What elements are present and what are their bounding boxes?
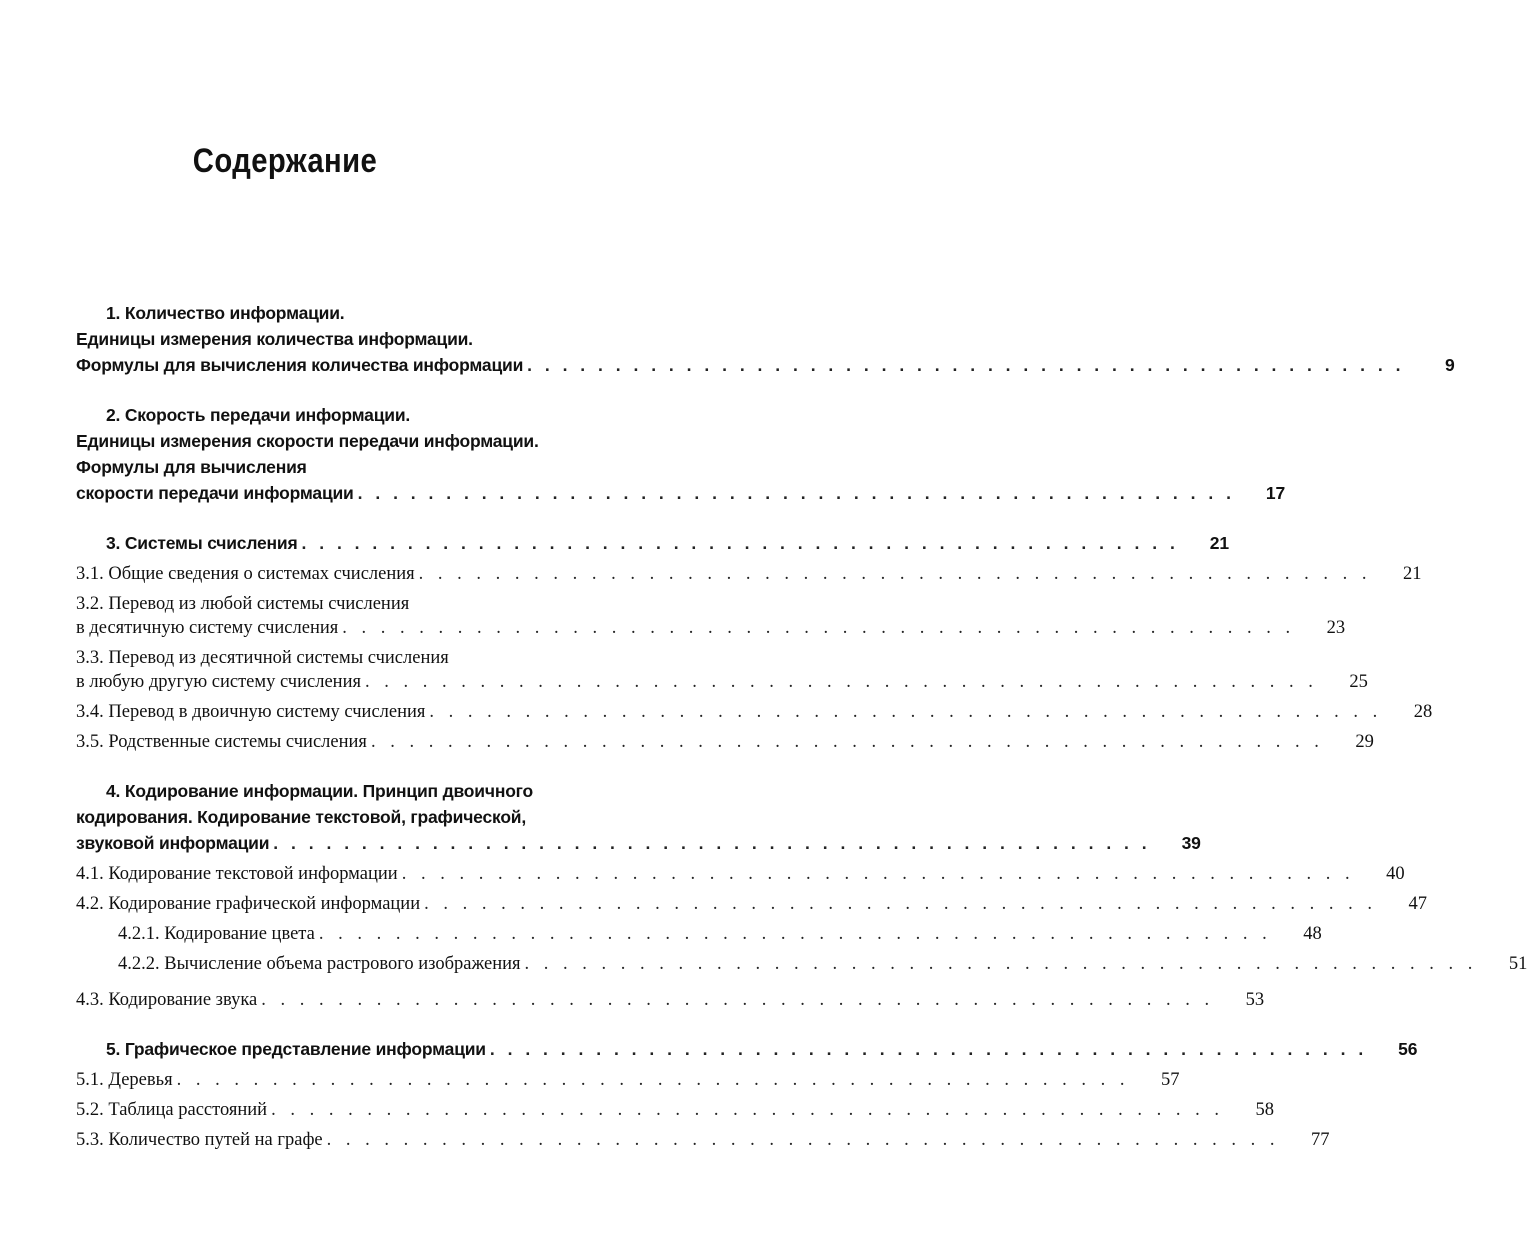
section-1-line-2: Единицы измерения количества информации. [76,329,473,349]
dot-leader: . . . . . . . . . . . . . . . . . . . . . . . . . . . . . . . . . . . . . . . . . . . . . . . . . . [424,894,1377,914]
page-number: 28 [1413,702,1433,722]
toc-section-5 [76,1036,1418,1062]
toc-section-4 [76,778,1201,856]
section-4-line-1: 4. Кодирование информации. Принцип двоичного [106,781,534,801]
dot-leader: . . . . . . . . . . . . . . . . . . . . . . . . . . . . . . . . . . . . . . . . . . . . . . . . . . [429,702,1383,722]
page-number: 77 [1311,1130,1330,1150]
page-number: 48 [1303,924,1322,944]
item-title: в десятичную систему счисления [76,618,339,638]
page-number: 47 [1408,894,1427,914]
item-title: 5.2. Таблица расстояний [76,1100,268,1120]
page-title: Содержание [192,142,378,180]
toc-item-3-2-line-1: 3.2. Перевод из любой системы счисления [76,594,410,614]
dot-leader: . . . . . . . . . . . . . . . . . . . . . . . . . . . . . . . . . . . . . . . . . . . . . . . . . . [527,355,1405,375]
page-number: 40 [1386,864,1405,884]
toc-item-4-2-1 [76,922,1322,946]
page-number: 17 [1265,483,1285,503]
item-title: 4.2.2. Вычисление объема растрового изображения [118,954,521,974]
dot-leader: . . . . . . . . . . . . . . . . . . . . . . . . . . . . . . . . . . . . . . . . . . . . . . . . . . [261,990,1215,1010]
section-2-line-2: Единицы измерения скорости передачи информации. [76,431,539,451]
page-number: 51 [1508,954,1527,974]
dot-leader: . . . . . . . . . . . . . . . . . . . . . . . . . . . . . . . . . . . . . . . . . . . . . . . . . . [370,732,1324,752]
toc-section-2 [76,402,1285,506]
item-title: 5.3. Количество путей на графе [76,1130,323,1150]
item-title: 4.2.1. Кодирование цвета [118,924,315,944]
item-title: в любую другую систему счисления [76,672,361,692]
toc-item-4-2 [76,892,1427,916]
page-number: 29 [1355,732,1374,752]
section-4-subitems [76,862,1527,1012]
section-3-subitems [76,562,1433,754]
toc-item-3-1 [76,562,1422,586]
section-2-line-4: скорости передачи информации [76,483,354,503]
toc-item-4-3 [76,988,1265,1012]
table-of-contents [76,300,1527,1152]
toc-item-4-2-2 [76,952,1527,976]
section-3-title: 3. Системы счисления [106,533,298,553]
toc-item-3-2 [76,616,1346,640]
item-title: 4.1. Кодирование текстовой информации [76,864,398,884]
section-4-line-2: кодирования. Кодирование текстовой, графической, [76,807,527,827]
toc-section-3 [76,530,1229,556]
dot-leader: . . . . . . . . . . . . . . . . . . . . . . . . . . . . . . . . . . . . . . . . . . . . . . . . . . [176,1070,1130,1090]
toc-item-5-2 [76,1098,1274,1122]
page-number: 21 [1209,533,1229,553]
dot-leader: . . . . . . . . . . . . . . . . . . . . . . . . . . . . . . . . . . . . . . . . . . . . . . . . . . [271,1100,1224,1120]
section-2-entry [76,480,1285,506]
dot-leader: . . . . . . . . . . . . . . . . . . . . . . . . . . . . . . . . . . . . . . . . . . . . . . . . . . [418,564,1372,584]
section-3-entry [76,530,1229,556]
dot-leader: . . . . . . . . . . . . . . . . . . . . . . . . . . . . . . . . . . . . . . . . . . . . . . . . . . [318,924,1272,944]
item-title: 4.2. Кодирование графической информации [76,894,421,914]
item-title: 4.3. Кодирование звука [76,990,258,1010]
toc-item-3-4 [76,700,1433,724]
page-number: 39 [1181,833,1201,853]
dot-leader: . . . . . . . . . . . . . . . . . . . . . . . . . . . . . . . . . . . . . . . . . . . . . . . . . . [357,483,1235,503]
page-number: 9 [1444,355,1455,375]
toc-item-3-3 [76,670,1368,694]
section-5-subitems [76,1068,1330,1152]
toc-section-1 [76,300,1455,378]
section-5-title: 5. Графическое представление информации [106,1039,486,1059]
page-number: 21 [1403,564,1422,584]
item-title: 3.5. Родственные системы счисления [76,732,367,752]
item-title: 3.4. Перевод в двоичную систему счисления [76,702,426,722]
toc-item-3-5 [76,730,1374,754]
section-4-entry [76,830,1201,856]
dot-leader: . . . . . . . . . . . . . . . . . . . . . . . . . . . . . . . . . . . . . . . . . . . . . . . . . . [524,954,1478,974]
page-number: 57 [1160,1070,1180,1090]
section-1-line-1: 1. Количество информации. [106,303,345,323]
page-number: 56 [1398,1039,1418,1059]
page-number: 23 [1326,618,1346,638]
section-2-line-3: Формулы для вычисления [76,457,307,477]
page-number: 53 [1245,990,1265,1010]
section-1-line-3: Формулы для вычисления количества информации [76,355,524,375]
section-1-entry [76,352,1455,378]
toc-item-4-1 [76,862,1405,886]
dot-leader: . . . . . . . . . . . . . . . . . . . . . . . . . . . . . . . . . . . . . . . . . . . . . . . . . . [401,864,1355,884]
section-2-line-1: 2. Скорость передачи информации. [106,405,411,425]
dot-leader: . . . . . . . . . . . . . . . . . . . . . . . . . . . . . . . . . . . . . . . . . . . . . . . . . . [301,533,1179,553]
item-title: 3.1. Общие сведения о системах счисления [76,564,415,584]
dot-leader: . . . . . . . . . . . . . . . . . . . . . . . . . . . . . . . . . . . . . . . . . . . . . . . . . . [342,618,1296,638]
page-number: 58 [1255,1100,1274,1120]
toc-item-3-3-line-1: 3.3. Перевод из десятичной системы счисления [76,648,449,668]
section-5-entry [76,1036,1418,1062]
dot-leader: . . . . . . . . . . . . . . . . . . . . . . . . . . . . . . . . . . . . . . . . . . . . . . . . . . [489,1039,1368,1059]
dot-leader: . . . . . . . . . . . . . . . . . . . . . . . . . . . . . . . . . . . . . . . . . . . . . . . . . . [273,833,1151,853]
dot-leader: . . . . . . . . . . . . . . . . . . . . . . . . . . . . . . . . . . . . . . . . . . . . . . . . . . [326,1130,1280,1150]
toc-item-5-3 [76,1128,1330,1152]
section-4-line-3: звуковой информации [76,833,270,853]
dot-leader: . . . . . . . . . . . . . . . . . . . . . . . . . . . . . . . . . . . . . . . . . . . . . . . . . . [364,672,1318,692]
page-number: 25 [1349,672,1368,692]
toc-item-5-1 [76,1068,1180,1092]
item-title: 5.1. Деревья [76,1070,173,1090]
